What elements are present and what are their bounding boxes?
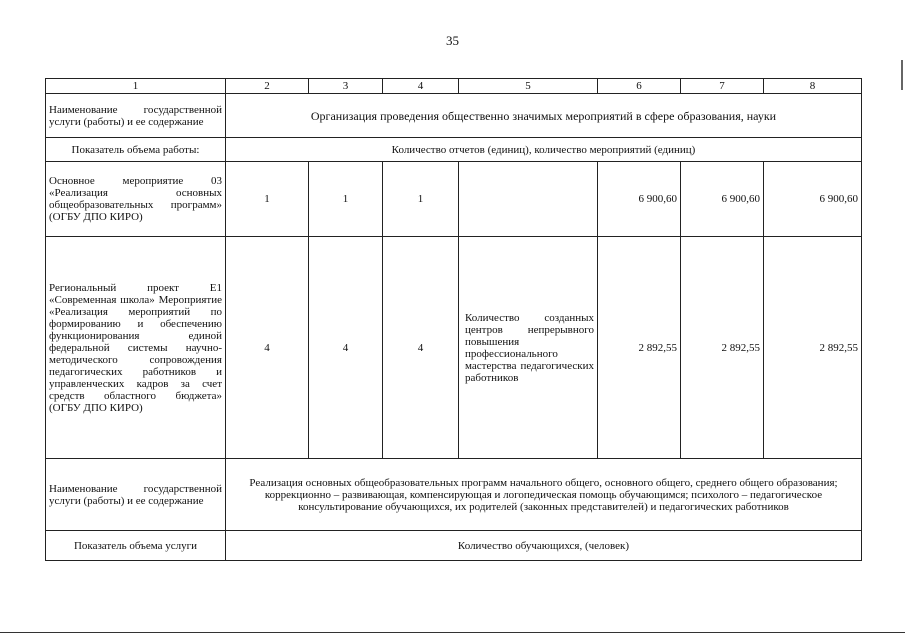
table-row [46, 531, 862, 561]
table-cell: 6 900,60 [681, 162, 764, 237]
row-label: Показатель объема услуги [46, 531, 226, 561]
table-cell: 2 892,55 [681, 237, 764, 459]
column-header: 5 [459, 79, 598, 94]
table-row [46, 237, 862, 459]
row-label: Региональный проект Е1 «Современная школа» Мероприятие «Реализация мероприятий по формированию и обеспечению функционирования единой федеральной системы научно-методического сопровождения педагогических работников и управленческих кадров за счет средств областного бюджета» (ОГБУ ДПО КИРО) [46, 237, 226, 459]
table-cell [459, 162, 598, 237]
table-cell: 4 [383, 237, 459, 459]
page-number: 35 [446, 33, 459, 48]
service-description: Реализация основных общеобразовательных программ начального общего, основного общего, среднего общего образования; коррекционно – развивающая, компенсирующая и логопедическая помощь обучающимся; психолого – педагогическое консультирование обучающихся, их родителей (законных представителей) и педагогических работников [226, 459, 862, 531]
column-header: 8 [764, 79, 862, 94]
table-cell: 4 [309, 237, 383, 459]
table-row [46, 138, 862, 162]
table-row [46, 94, 862, 138]
column-header: 4 [383, 79, 459, 94]
row-label: Наименование государственной услуги (работы) и ее содержание [46, 94, 226, 138]
column-header: 7 [681, 79, 764, 94]
service-description: Организация проведения общественно значимых мероприятий в сфере образования, науки [226, 94, 862, 138]
table-cell: 6 900,60 [598, 162, 681, 237]
budget-table [45, 78, 862, 561]
table-cell: 1 [383, 162, 459, 237]
column-header-row [46, 79, 862, 94]
column-header: 3 [309, 79, 383, 94]
bottom-scan-line [0, 632, 905, 633]
table-cell: 1 [309, 162, 383, 237]
row-label: Основное мероприятие 03 «Реализация основных общеобразовательных программ» (ОГБУ ДПО КИРО) [46, 162, 226, 237]
table-cell: 4 [226, 237, 309, 459]
row-label: Показатель объема работы: [46, 138, 226, 162]
column-header: 1 [46, 79, 226, 94]
table-cell: 6 900,60 [764, 162, 862, 237]
column-header: 6 [598, 79, 681, 94]
table-cell: Количество созданных центров непрерывного повышения профессионального мастерства педагогических работников [459, 237, 598, 459]
table-row [46, 459, 862, 531]
indicator-description: Количество отчетов (единиц), количество мероприятий (единиц) [226, 138, 862, 162]
table-cell: 2 892,55 [598, 237, 681, 459]
row-label: Наименование государственной услуги (работы) и ее содержание [46, 459, 226, 531]
indicator-description: Количество обучающихся, (человек) [226, 531, 862, 561]
scan-edge-mark [901, 60, 903, 90]
table-row [46, 162, 862, 237]
table-cell: 2 892,55 [764, 237, 862, 459]
table-cell: 1 [226, 162, 309, 237]
column-header: 2 [226, 79, 309, 94]
